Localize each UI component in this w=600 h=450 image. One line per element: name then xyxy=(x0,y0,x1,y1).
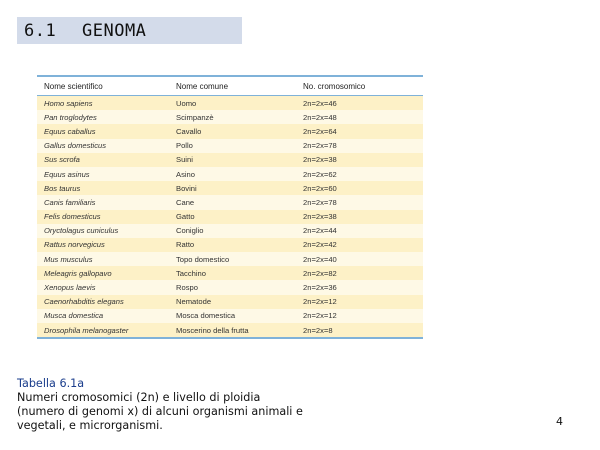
column-header-scientific-name: Nome scientifico xyxy=(44,81,103,91)
common-name-cell: Mosca domestica xyxy=(176,311,236,321)
scientific-name-cell: Felis domesticus xyxy=(44,212,101,222)
chromosome-number-cell: 2n=2x=12 xyxy=(303,311,337,321)
chromosome-number-cell: 2n=2x=8 xyxy=(303,325,333,335)
table-row xyxy=(37,139,423,153)
scientific-name-cell: Xenopus laevis xyxy=(44,283,96,293)
table-row xyxy=(37,224,423,238)
chromosome-number-cell: 2n=2x=38 xyxy=(303,212,337,222)
common-name-cell: Moscerino della frutta xyxy=(176,325,249,335)
table-body xyxy=(37,96,423,337)
chromosome-number-cell: 2n=2x=12 xyxy=(303,297,337,307)
chromosome-number-cell: 2n=2x=40 xyxy=(303,254,337,264)
chromosome-number-cell: 2n=2x=44 xyxy=(303,226,337,236)
scientific-name-cell: Musca domestica xyxy=(44,311,104,321)
table-bottom-rule xyxy=(37,337,423,339)
scientific-name-cell: Equus caballus xyxy=(44,126,96,136)
scientific-name-cell: Bos taurus xyxy=(44,183,81,193)
page-number: 4 xyxy=(556,415,563,428)
scientific-name-cell: Mus musculus xyxy=(44,254,93,264)
scientific-name-cell: Gallus domesticus xyxy=(44,141,107,151)
table-row xyxy=(37,181,423,195)
chromosome-number-cell: 2n=2x=62 xyxy=(303,169,337,179)
scientific-name-cell: Rattus norvegicus xyxy=(44,240,105,250)
table-row xyxy=(37,252,423,266)
scientific-name-cell: Drosophila melanogaster xyxy=(44,325,129,335)
table-row xyxy=(37,96,423,110)
chromosome-number-cell: 2n=2x=46 xyxy=(303,98,337,108)
scientific-name-cell: Caenorhabditis elegans xyxy=(44,297,124,307)
common-name-cell: Gatto xyxy=(176,212,195,222)
chromosome-number-cell: 2n=2x=60 xyxy=(303,183,337,193)
section-number: 6.1 xyxy=(24,21,57,41)
table-header-row xyxy=(37,77,423,96)
common-name-cell: Nematode xyxy=(176,297,212,307)
common-name-cell: Rospo xyxy=(176,283,198,293)
common-name-cell: Coniglio xyxy=(176,226,204,236)
chromosome-number-cell: 2n=2x=64 xyxy=(303,126,337,136)
chromosome-number-cell: 2n=2x=78 xyxy=(303,141,337,151)
table-row xyxy=(37,167,423,181)
common-name-cell: Bovini xyxy=(176,183,197,193)
table-row xyxy=(37,280,423,294)
section-title: GENOMA xyxy=(82,21,147,41)
chromosome-number-cell: 2n=2x=42 xyxy=(303,240,337,250)
common-name-cell: Tacchino xyxy=(176,268,206,278)
scientific-name-cell: Equus asinus xyxy=(44,169,90,179)
table-row xyxy=(37,266,423,280)
chromosome-table xyxy=(37,75,423,339)
table-row xyxy=(37,124,423,138)
caption-text: Numeri cromosomici (2n) e livello di ploidia (numero di genomi x) di alcuni organismi animali e vegetali, e microrganismi. xyxy=(17,391,303,432)
common-name-cell: Topo domestico xyxy=(176,254,230,264)
common-name-cell: Pollo xyxy=(176,141,193,151)
column-header-common-name: Nome comune xyxy=(176,81,229,91)
table-row xyxy=(37,110,423,124)
table-row xyxy=(37,323,423,337)
chromosome-number-cell: 2n=2x=82 xyxy=(303,268,337,278)
common-name-cell: Ratto xyxy=(176,240,195,250)
caption-label: Tabella 6.1a xyxy=(17,377,85,390)
common-name-cell: Cane xyxy=(176,197,195,207)
table-row xyxy=(37,309,423,323)
common-name-cell: Suini xyxy=(176,155,193,165)
scientific-name-cell: Canis familiaris xyxy=(44,197,96,207)
common-name-cell: Uomo xyxy=(176,98,197,108)
chromosome-number-cell: 2n=2x=36 xyxy=(303,283,337,293)
table-row xyxy=(37,238,423,252)
common-name-cell: Cavallo xyxy=(176,126,202,136)
chromosome-number-cell: 2n=2x=78 xyxy=(303,197,337,207)
table-row xyxy=(37,295,423,309)
column-header-chromosome-number: No. cromosomico xyxy=(303,81,366,91)
table-caption xyxy=(17,377,307,433)
common-name-cell: Asino xyxy=(176,169,195,179)
table-row xyxy=(37,153,423,167)
table-row xyxy=(37,195,423,209)
chromosome-number-cell: 2n=2x=48 xyxy=(303,112,337,122)
scientific-name-cell: Sus scrofa xyxy=(44,155,80,165)
section-header xyxy=(17,17,242,44)
scientific-name-cell: Meleagris gallopavo xyxy=(44,268,112,278)
chromosome-number-cell: 2n=2x=38 xyxy=(303,155,337,165)
scientific-name-cell: Pan troglodytes xyxy=(44,112,97,122)
table-row xyxy=(37,210,423,224)
common-name-cell: Scimpanzè xyxy=(176,112,214,122)
scientific-name-cell: Oryctolagus cuniculus xyxy=(44,226,119,236)
scientific-name-cell: Homo sapiens xyxy=(44,98,93,108)
